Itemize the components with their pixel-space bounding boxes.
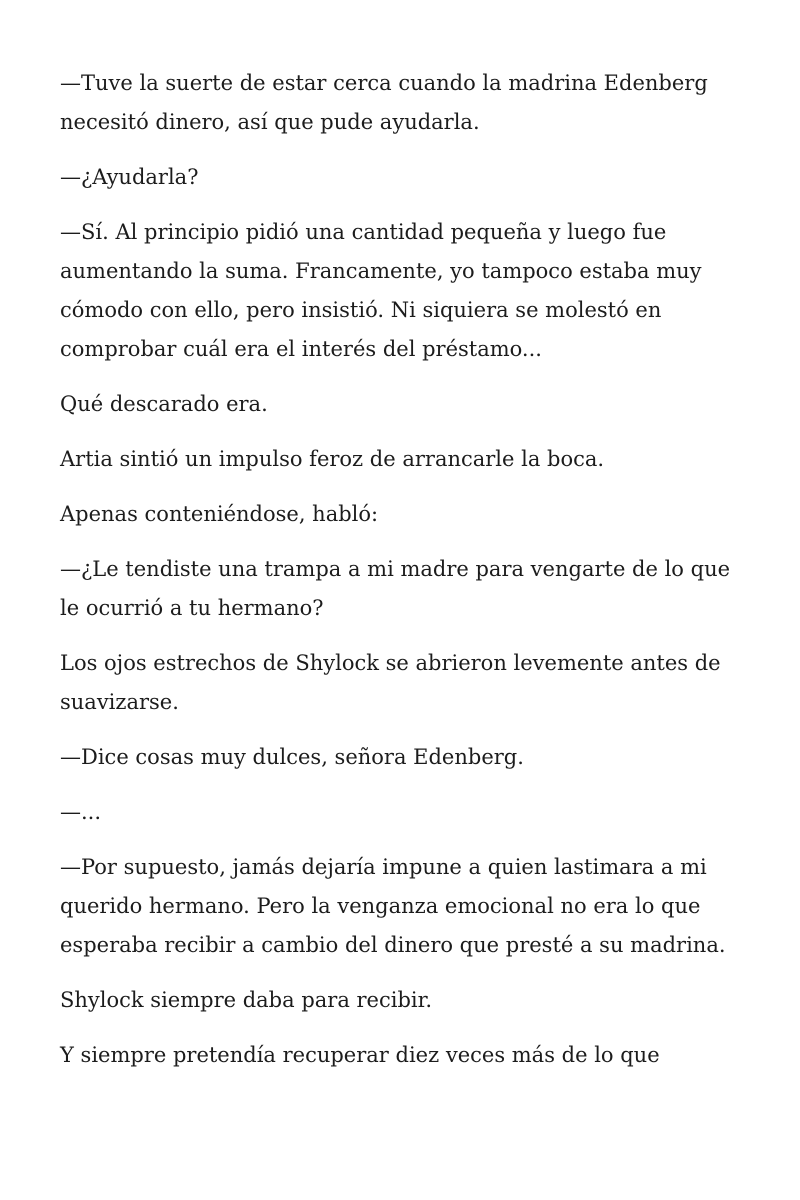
paragraph: Artia sintió un impulso feroz de arrancarle la boca. (60, 447, 605, 471)
paragraph: —¿Ayudarla? (60, 165, 199, 189)
paragraph: Y siempre pretendía recuperar diez veces más de lo que (60, 1043, 660, 1067)
paragraph: —Tuve la suerte de estar cerca cuando la madrina Edenberg necesitó dinero, así que pude ayudarla. (60, 71, 708, 134)
paragraph: Apenas conteniéndose, habló: (60, 502, 379, 526)
paragraph: Shylock siempre daba para recibir. (60, 988, 433, 1012)
paragraph: —Dice cosas muy dulces, señora Edenberg. (60, 745, 524, 769)
paragraph: Qué descarado era. (60, 392, 268, 416)
paragraph: —Sí. Al principio pidió una cantidad pequeña y luego fue aumentando la suma. Francamente, yo tampoco estaba muy cómodo con ello, pero insistió. Ni siquiera se molestó en comprobar cuál era el interés del préstamo... (60, 220, 702, 361)
reading-page (60, 64, 750, 1091)
paragraph: Los ojos estrechos de Shylock se abrieron levemente antes de suavizarse. (60, 651, 721, 714)
paragraph: —¿Le tendiste una trampa a mi madre para vengarte de lo que le ocurrió a tu hermano? (60, 557, 731, 620)
paragraph: —... (60, 800, 102, 824)
paragraph: —Por supuesto, jamás dejaría impune a quien lastimara a mi querido hermano. Pero la venganza emocional no era lo que esperaba recibir a cambio del dinero que presté a su madrina. (60, 855, 726, 957)
